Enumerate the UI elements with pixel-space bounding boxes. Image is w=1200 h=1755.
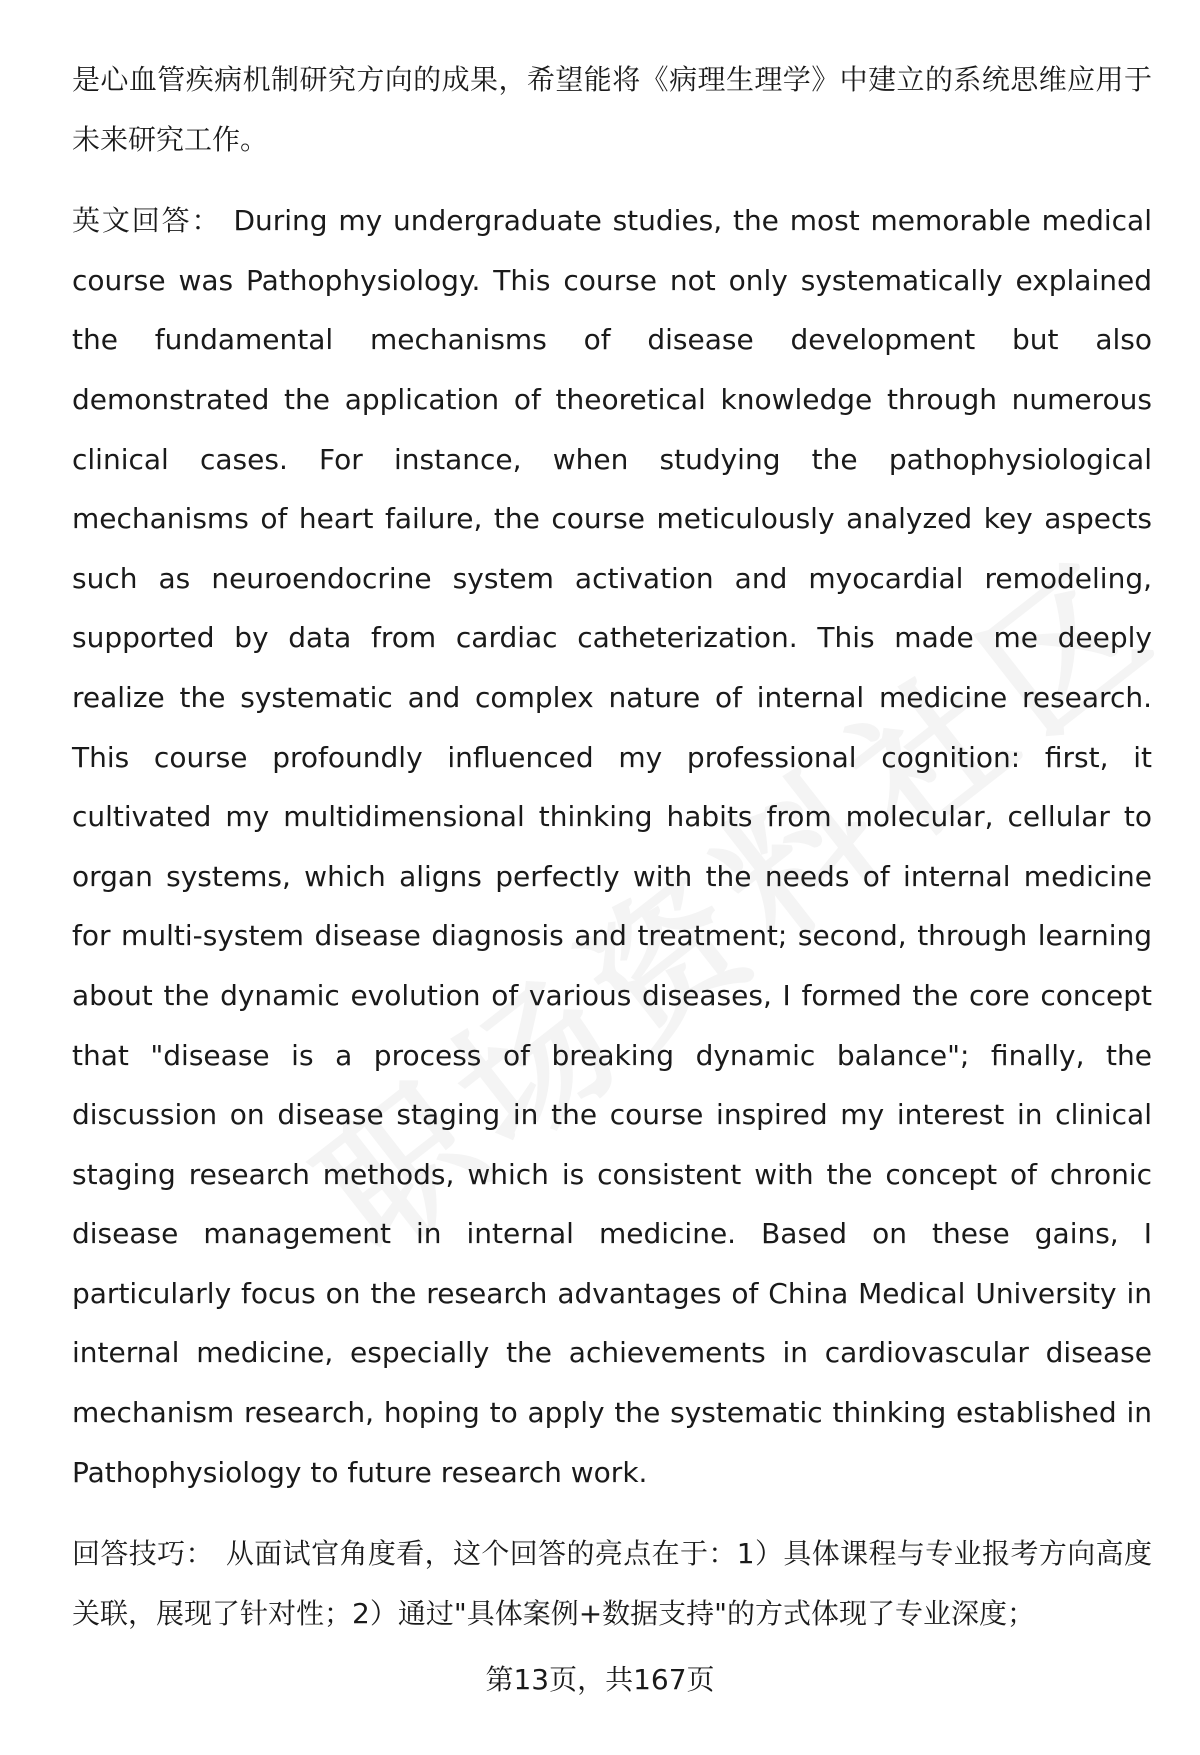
english-answer-paragraph	[72, 191, 1152, 1502]
page-number-footer: 第13页，共167页	[485, 1663, 715, 1696]
document-body	[72, 50, 1152, 1643]
english-answer-text: During my undergraduate studies, the most memorable medical course was Pathophysiology. This course not only systematically explained the fundamental mechanisms of disease development but also demonstrated the application of theoretical knowledge through numerous clinical cases. For instance, when studying the pathophysiological mechanisms of heart failure, the course meticulously analyzed key aspects such as neuroendocrine system activation and myocardial remodeling, supported by data from cardiac catheterization. This made me deeply realize the systematic and complex nature of internal medicine research. This course profoundly influenced my professional cognition: first, it cultivated my multidimensional thinking habits from molecular, cellular to organ systems, which aligns perfectly with the needs of internal medicine for multi-system disease diagnosis and treatment; second, through learning about the dynamic evolution of various diseases, I formed the core concept that "disease is a process of breaking dynamic balance"; finally, the discussion on disease staging in the course inspired my interest in clinical staging research methods, which is consistent with the concept of chronic disease management in internal medicine. Based on these gains, I particularly focus on the research advantages of China Medical University in internal medicine, especially the achievements in cardiovascular disease mechanism research, hoping to apply the systematic thinking established in Pathophysiology to future research work.	[72, 204, 1152, 1489]
answer-tips-paragraph	[72, 1524, 1152, 1643]
answer-tips-text: 从面试官角度看，这个回答的亮点在于：1）具体课程与专业报考方向高度关联，展现了针对性；2）通过"具体案例+数据支持"的方式体现了专业深度；	[72, 1537, 1152, 1630]
answer-tips-label: 回答技巧：	[72, 1537, 214, 1571]
intro-continuation-paragraph: 是心血管疾病机制研究方向的成果，希望能将《病理生理学》中建立的系统思维应用于未来研究工作。	[72, 63, 1152, 156]
english-answer-label: 英文回答：	[72, 204, 222, 238]
